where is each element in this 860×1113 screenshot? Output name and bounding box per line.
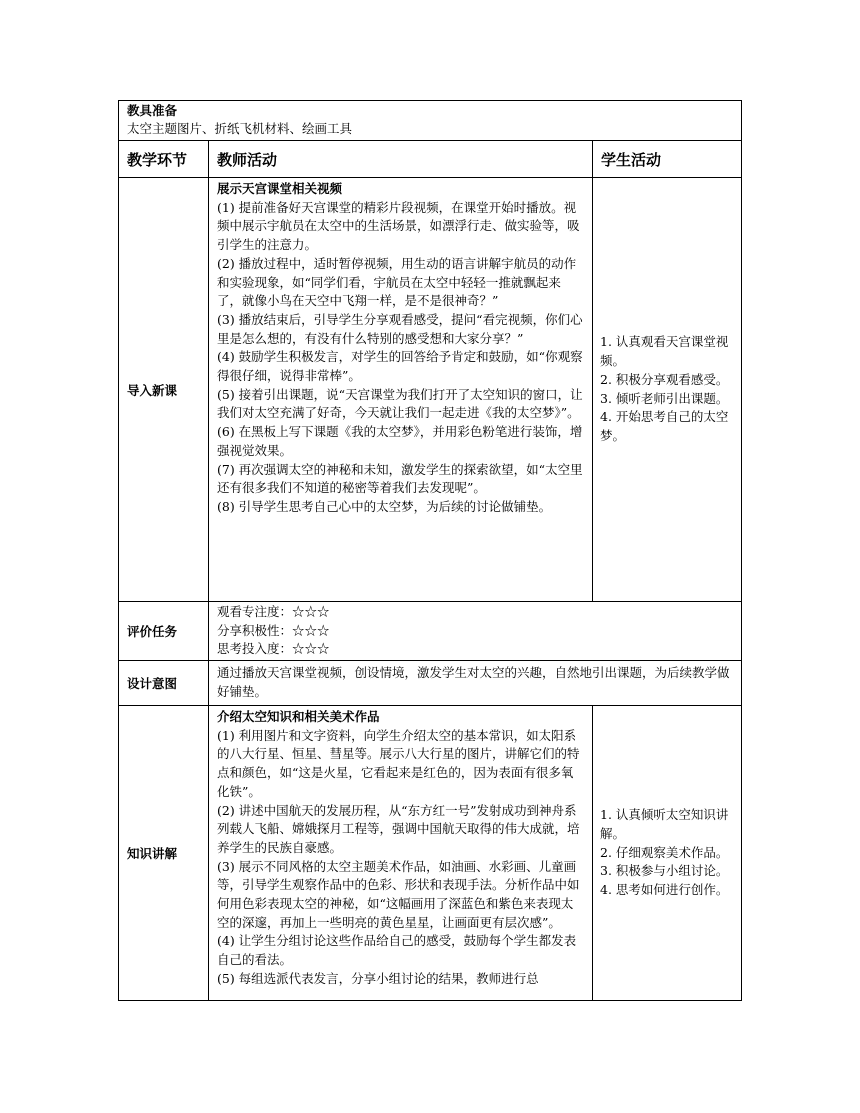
evaluation-item-1: 观看专注度：☆☆☆ xyxy=(217,603,330,619)
intro-student-3: 3. 倾听老师引出课题。 xyxy=(600,390,729,406)
knowledge-student-cell xyxy=(593,706,742,1001)
intro-step-3: (3) 播放结束后，引导学生分享观看感受，提问“看完视频，你们心里是怎么想的，有没有什么特别的感受想和大家分享？” xyxy=(217,311,583,346)
intro-step-8: (8) 引导学生思考自己心中的太空梦，为后续的讨论做铺垫。 xyxy=(217,498,552,514)
prep-row xyxy=(119,101,742,141)
knowledge-step-4: (4) 让学生分组讨论这些作品给自己的感受，鼓励每个学生都发表自己的看法。 xyxy=(217,933,577,968)
intro-step-1: (1) 提前准备好天宫课堂的精彩片段视频，在课堂开始时播放。视频中展示宇航员在太空中的生活场景，如漂浮行走、做实验等，吸引学生的注意力。 xyxy=(217,199,580,253)
knowledge-teacher-cell xyxy=(209,706,593,1001)
knowledge-student-2: 2. 仔细观察美术作品。 xyxy=(600,844,729,860)
evaluation-cell xyxy=(209,602,742,661)
header-teacher: 教师活动 xyxy=(209,141,593,178)
prep-content: 太空主题图片、折纸飞机材料、绘画工具 xyxy=(127,121,353,136)
intro-student-2: 2. 积极分享观看感受。 xyxy=(600,371,729,387)
design-stage: 设计意图 xyxy=(119,661,209,706)
intro-step-2: (2) 播放过程中，适时暂停视频，用生动的语言讲解宇航员的动作和实验现象，如“同学们看，宇航员在太空中轻轻一推就飘起来了，就像小鸟在天空中飞翔一样，是不是很神奇？” xyxy=(217,255,577,309)
knowledge-student-3: 3. 积极参与小组讨论。 xyxy=(600,863,729,879)
design-row xyxy=(119,661,742,706)
intro-title: 展示天宫课堂相关视频 xyxy=(217,181,343,196)
header-stage: 教学环节 xyxy=(119,141,209,178)
knowledge-step-5: (5) 每组选派代表发言，分享小组讨论的结果，教师进行总 xyxy=(217,970,539,986)
knowledge-step-2: (2) 讲述中国航天的发展历程，从“东方红一号”发射成功到神舟系列载人飞船、嫦娥探月工程等，强调中国航天取得的伟大成就，培养学生的民族自豪感。 xyxy=(217,802,580,855)
intro-step-7: (7) 再次强调太空的神秘和未知，激发学生的探索欲望，如“太空里还有很多我们不知道的秘密等着我们去发现呢”。 xyxy=(217,461,583,496)
intro-step-5: (5) 接着引出课题，说“天宫课堂为我们打开了太空知识的窗口，让我们对太空充满了好奇，今天就让我们一起走进《我的太空梦》”。 xyxy=(217,386,583,421)
knowledge-student-4: 4. 思考如何进行创作。 xyxy=(600,882,729,898)
intro-student-list xyxy=(593,333,741,445)
knowledge-student-list xyxy=(593,806,741,900)
intro-row xyxy=(119,178,742,602)
intro-step-4: (4) 鼓励学生积极发言，对学生的回答给予肯定和鼓励，如“你观察得很仔细，说得非常棒”。 xyxy=(217,349,583,384)
intro-step-6: (6) 在黑板上写下课题《我的太空梦》，并用彩色粉笔进行装饰，增强视觉效果。 xyxy=(217,424,583,458)
intro-student-cell xyxy=(593,178,742,602)
design-content: 通过播放天宫课堂视频，创设情境，激发学生对太空的兴趣，自然地引出课题，为后续教学做好铺垫。 xyxy=(217,665,730,699)
intro-teacher-list xyxy=(209,180,592,517)
knowledge-row xyxy=(119,706,742,1001)
evaluation-row xyxy=(119,602,742,661)
header-row xyxy=(119,141,742,178)
knowledge-student-1: 1. 认真倾听太空知识讲解。 xyxy=(600,807,729,841)
knowledge-stage: 知识讲解 xyxy=(119,706,209,1001)
prep-cell xyxy=(119,101,742,141)
knowledge-teacher-list xyxy=(209,708,592,989)
intro-student-1: 1. 认真观看天宫课堂视频。 xyxy=(600,334,729,369)
design-cell xyxy=(209,661,742,706)
prep-title: 教具准备 xyxy=(127,103,178,118)
intro-student-4: 4. 开始思考自己的太空梦。 xyxy=(600,409,729,443)
intro-stage: 导入新课 xyxy=(119,178,209,602)
header-student: 学生活动 xyxy=(593,141,742,178)
evaluation-item-3: 思考投入度：☆☆☆ xyxy=(217,641,330,657)
evaluation-stage: 评价任务 xyxy=(119,602,209,661)
intro-teacher-cell xyxy=(209,178,593,602)
knowledge-title: 介绍太空知识和相关美术作品 xyxy=(217,709,380,724)
knowledge-step-3: (3) 展示不同风格的太空主题美术作品，如油画、水彩画、儿童画等，引导学生观察作品中的色彩、形状和表现手法。分析作品中如何用色彩表现太空的神秘，如“这幅画用了深蓝色和紫色来表现太空的深邃，再加上一些明亮的黄色星星，让画面更有层次感”。 xyxy=(217,858,580,930)
knowledge-step-1: (1) 利用图片和文字资料，向学生介绍太空的基本常识，如太阳系的八大行星、恒星、彗星等。展示八大行星的图片，讲解它们的特点和颜色，如“这是火星，它看起来是红色的，因为表面有很多氧化铁”。 xyxy=(217,727,580,799)
lesson-plan-table xyxy=(118,100,742,1001)
evaluation-list xyxy=(209,603,741,659)
evaluation-item-2: 分享积极性：☆☆☆ xyxy=(217,622,330,638)
